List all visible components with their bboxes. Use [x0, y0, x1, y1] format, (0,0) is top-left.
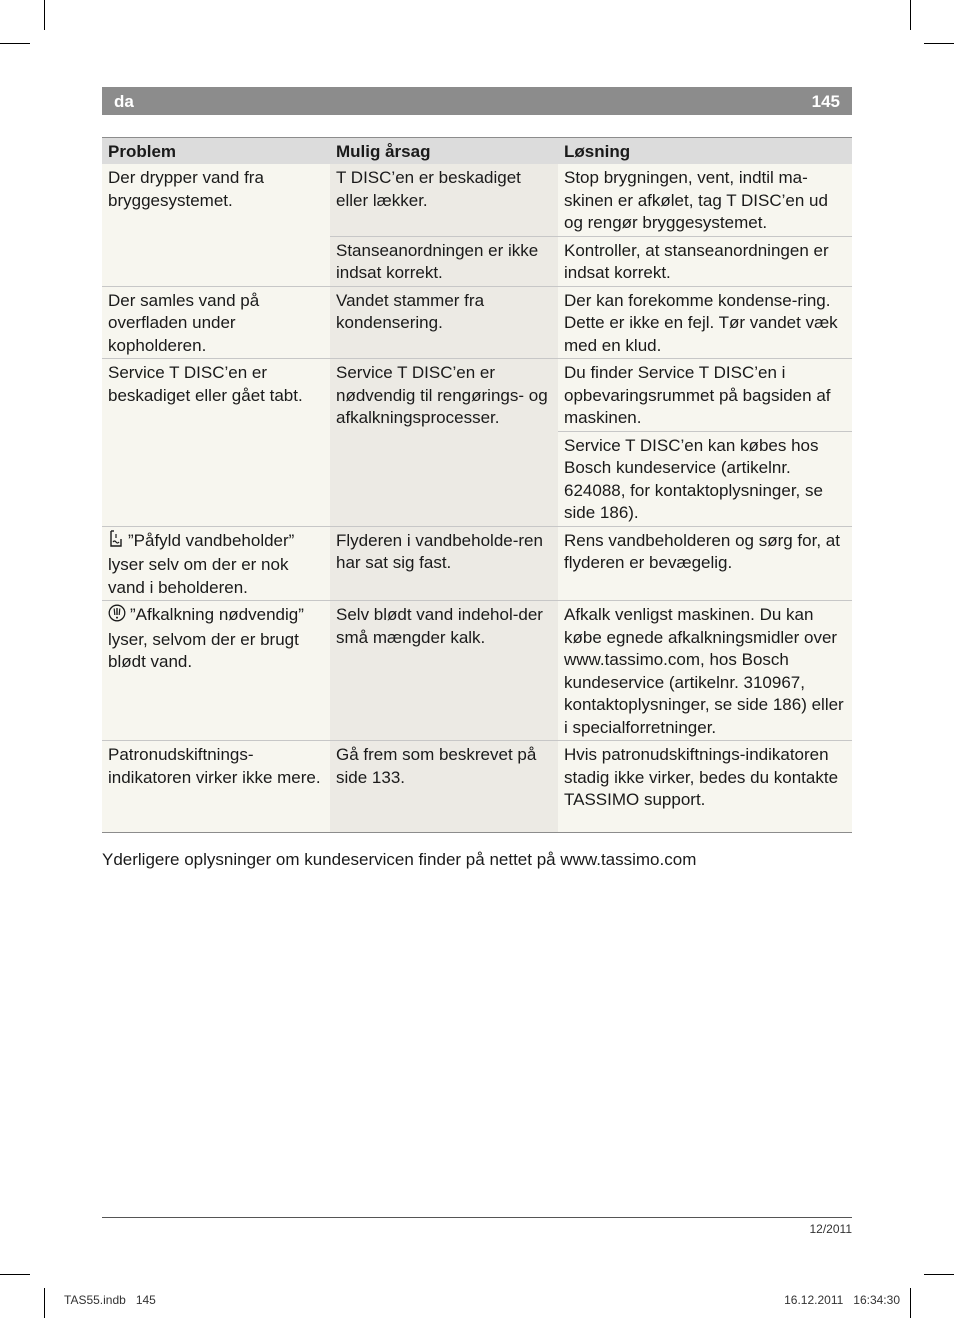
header-cause: Mulig årsag	[330, 138, 558, 165]
water-tank-icon	[108, 530, 124, 555]
crop-mark	[44, 1288, 45, 1318]
crop-mark	[910, 0, 911, 30]
problem-text: ”Afkalkning nødvendig” lyser, selvom der er brugt blødt vand.	[108, 605, 304, 671]
header-problem: Problem	[102, 138, 330, 165]
problem-cell: Der drypper vand fra bryggesystemet.	[102, 164, 330, 286]
customer-service-note: Yderligere oplysninger om kundeservicen finder på nettet på www.tassimo.com	[102, 850, 697, 869]
language-code: da	[114, 92, 134, 111]
page-header-bar	[102, 87, 852, 115]
solution-cell: Hvis patronudskiftnings-indikatoren stadig ikke virker, bedes du kontakte TASSIMO support.	[558, 741, 852, 833]
footer-divider	[102, 1217, 852, 1218]
table-row	[102, 601, 852, 741]
print-file-info: TAS55.indb 145	[64, 1293, 156, 1307]
date-code: 12/2011	[809, 1222, 852, 1236]
table-header-row	[102, 138, 852, 165]
cause-cell: Gå frem som beskrevet på side 133.	[330, 741, 558, 833]
solution-cell: Du finder Service T DISC’en i opbevaringsrummet på bagsiden af maskinen.	[558, 359, 852, 432]
problem-cell: Service T DISC’en er beskadiget eller gået tabt.	[102, 359, 330, 527]
solution-cell: Service T DISC’en kan købes hos Bosch kundeservice (artikelnr. 624088, for kontaktoplysninger, se side 186).	[558, 431, 852, 526]
cause-cell: Selv blødt vand indehol-der små mængder kalk.	[330, 601, 558, 741]
crop-mark	[924, 1274, 954, 1275]
descale-warning-icon	[108, 604, 126, 629]
solution-cell: Stop brygningen, vent, indtil ma-skinen er afkølet, tag T DISC’en ud og rengør bryggesystemet.	[558, 164, 852, 236]
crop-mark	[910, 1288, 911, 1318]
problem-text: ”Påfyld vandbeholder” lyser selv om der er nok vand i beholderen.	[108, 530, 295, 597]
solution-cell: Afkalk venligst maskinen. Du kan købe egnede afkalkningsmidler over www.tassimo.com, hos Bosch kundeservice (artikelnr. 310967, kontaktoplysninger, se side 186) eller i specialforretninger.	[558, 601, 852, 741]
problem-cell: Patronudskiftnings-indikatoren virker ikke mere.	[102, 741, 330, 833]
cause-cell: T DISC’en er beskadiget eller lækker.	[330, 164, 558, 236]
print-timestamp: 16.12.2011 16:34:30	[784, 1293, 900, 1307]
header-solution: Løsning	[558, 138, 852, 165]
crop-mark	[44, 0, 45, 30]
table-row	[102, 526, 852, 601]
solution-cell: Kontroller, at stanseanordningen er indsat korrekt.	[558, 236, 852, 286]
cause-cell: Stanseanordningen er ikke indsat korrekt.	[330, 236, 558, 286]
page-number: 145	[811, 92, 840, 111]
table-row	[102, 359, 852, 432]
cause-cell: Flyderen i vandbeholde-ren har sat sig fast.	[330, 526, 558, 601]
crop-mark	[924, 43, 954, 44]
crop-mark	[0, 43, 30, 44]
problem-cell	[102, 601, 330, 741]
problem-cell	[102, 526, 330, 601]
table-row	[102, 286, 852, 359]
crop-mark	[0, 1274, 30, 1275]
cause-cell: Service T DISC’en er nødvendig til rengørings- og afkalkningsprocesser.	[330, 359, 558, 527]
problem-cell: Der samles vand på overfladen under kopholderen.	[102, 286, 330, 359]
table-row	[102, 164, 852, 236]
table-row	[102, 741, 852, 833]
troubleshooting-table	[102, 137, 852, 833]
solution-cell: Der kan forekomme kondense-ring. Dette er ikke en fejl. Tør vandet væk med en klud.	[558, 286, 852, 359]
solution-cell: Rens vandbeholderen og sørg for, at flyderen er bevægelig.	[558, 526, 852, 601]
cause-cell: Vandet stammer fra kondensering.	[330, 286, 558, 359]
